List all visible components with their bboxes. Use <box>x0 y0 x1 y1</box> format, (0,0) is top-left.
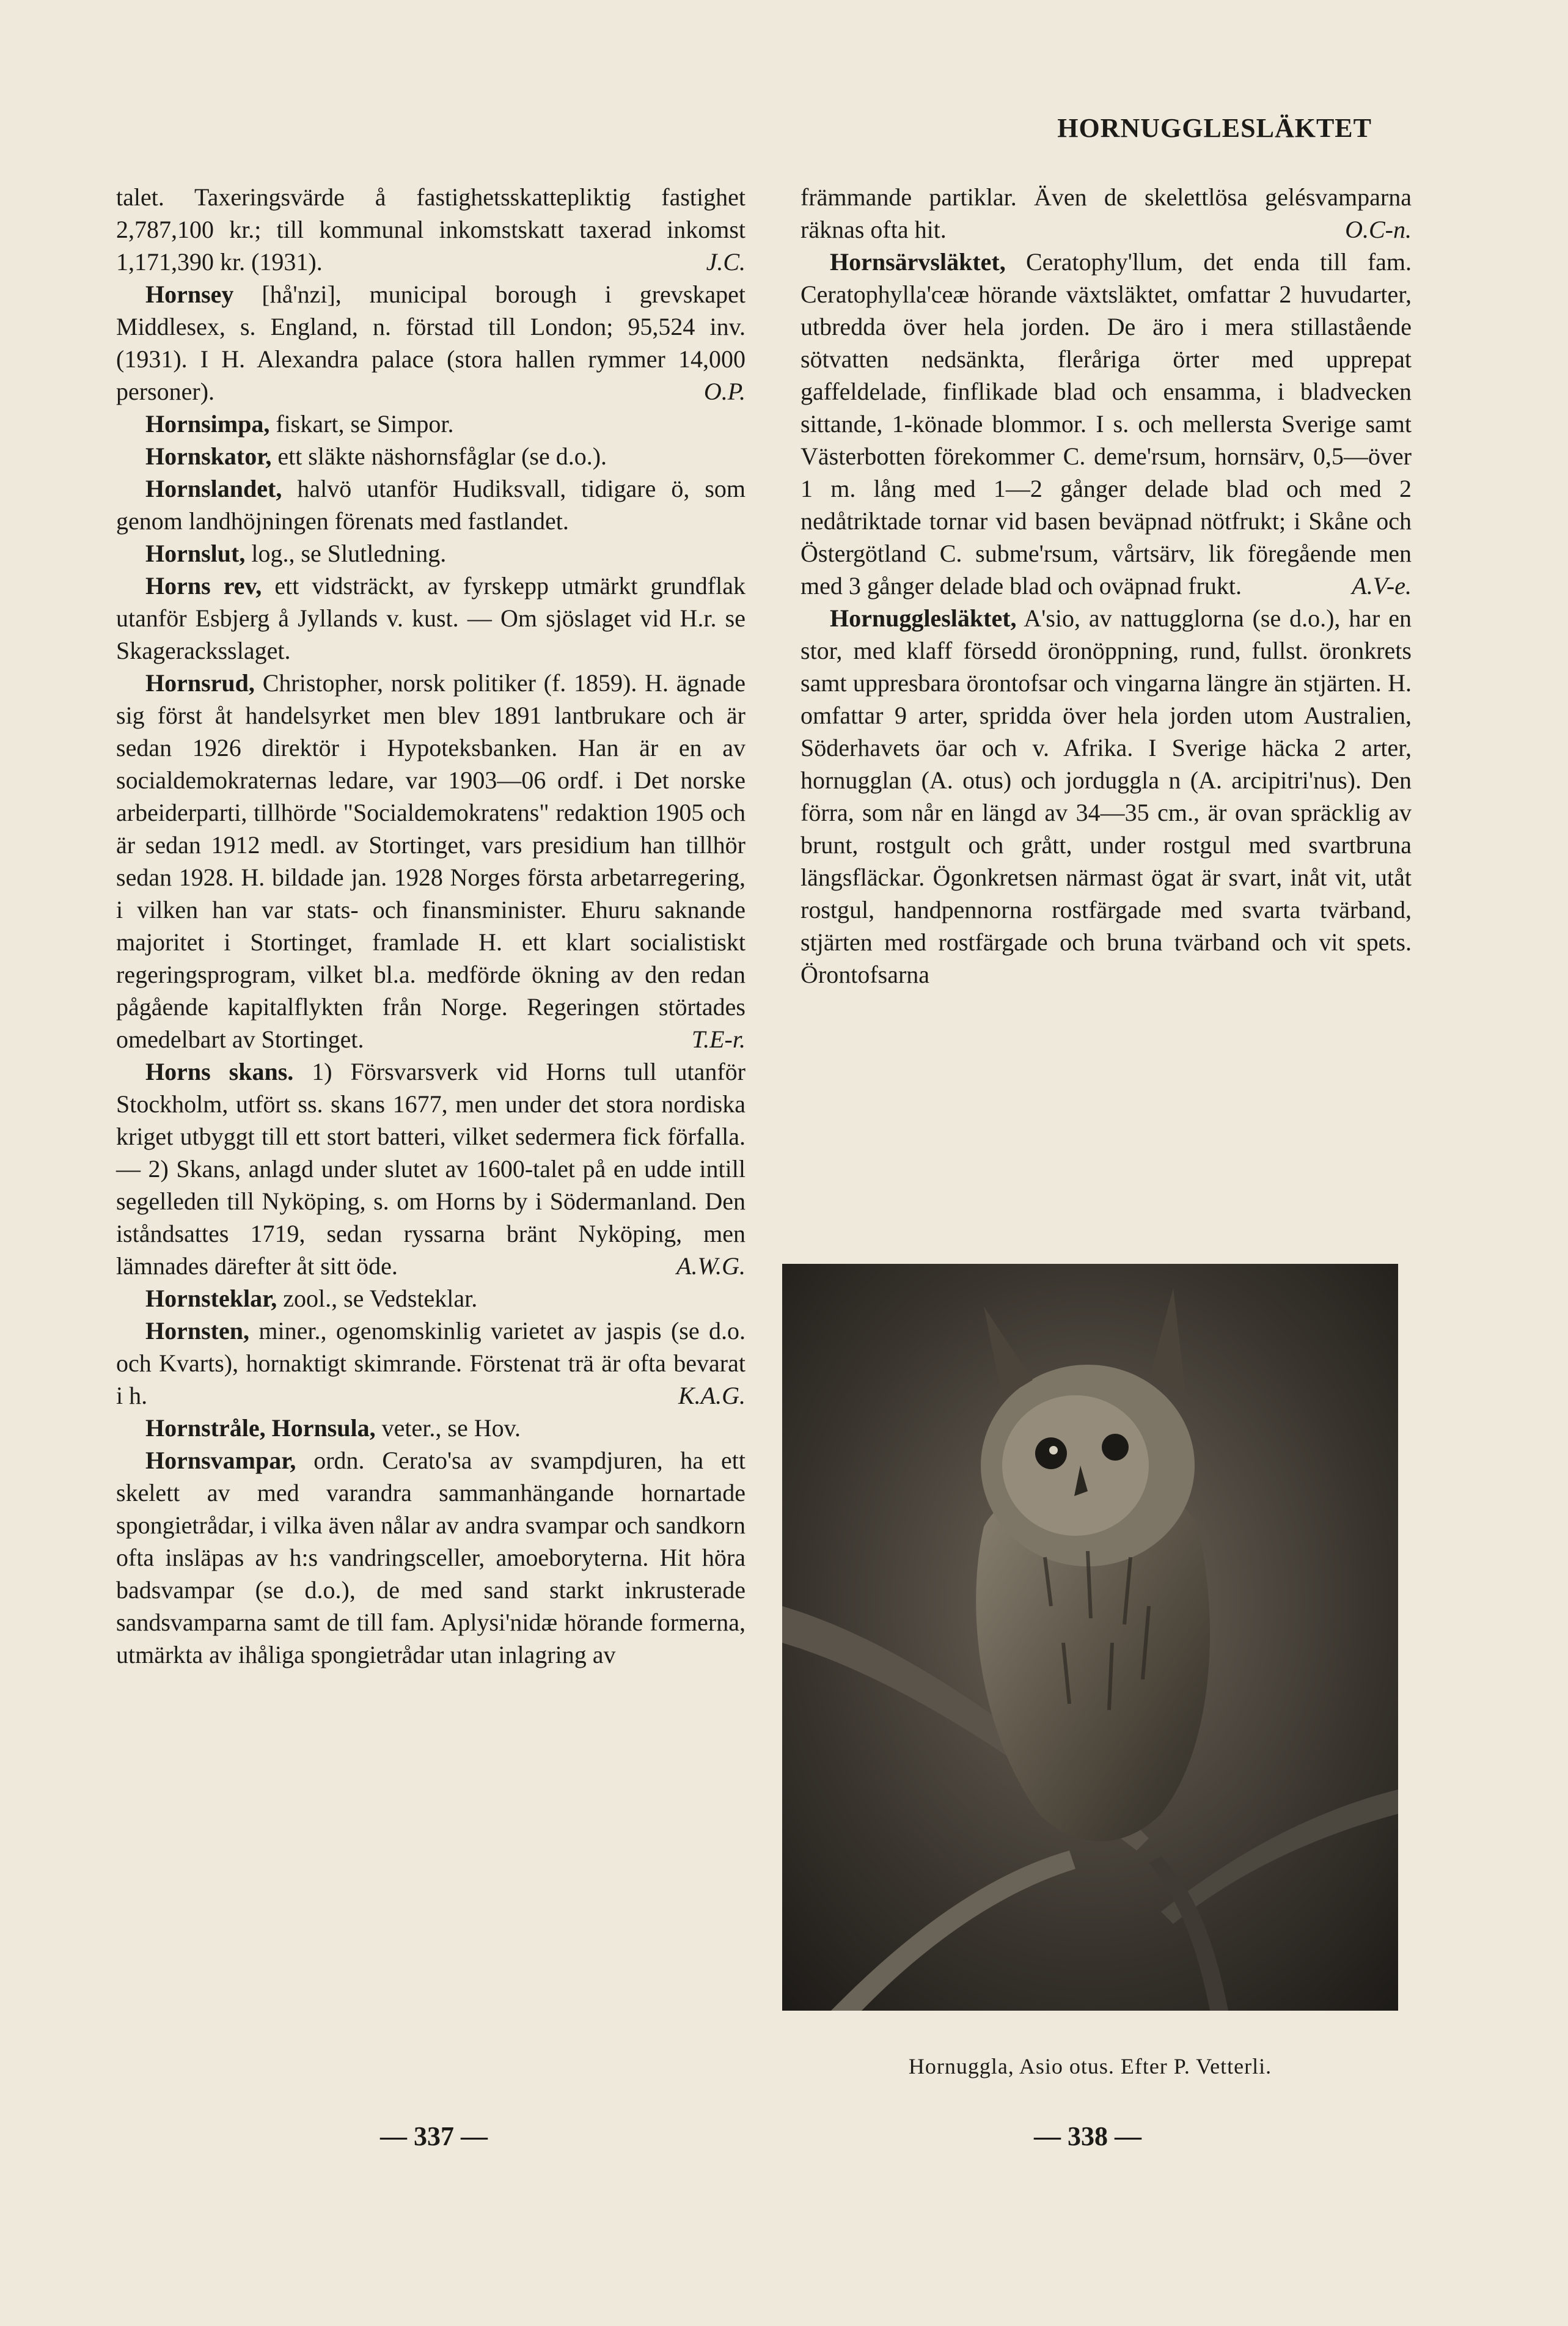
right-column <box>800 181 1412 1257</box>
dictionary-entry <box>116 667 746 1055</box>
entry-headword: Hornstråle, Hornsula, <box>145 1414 376 1442</box>
entry-text: zool., se Vedsteklar. <box>283 1285 478 1312</box>
entry-headword: Horns rev, <box>145 572 262 600</box>
entry-headword: Hornslandet, <box>145 475 282 502</box>
dictionary-entry <box>116 1282 746 1315</box>
page-number-left: — 337 — <box>380 2121 488 2151</box>
entry-headword: Hornsvampar, <box>145 1447 296 1474</box>
dictionary-entry <box>116 408 746 440</box>
entry-text: Christopher, norsk politiker (f. 1859). H. ägnade sig först åt handelsyrket men blev 1891 lantbrukare och är sedan 1926 direktör i Hypoteksbanken. Han är en av socialdemokraternas ledare, var 1903—06 ordf. i Det norske arbeiderparti, tillhörde "Socialdemokratens" redaktion 1905 och är sedan 1912 medl. av Stortinget, vars presidium han tillhör sedan 1928. H. bildade jan. 1928 Norges första arbetarregering, i vilken han var stats- och finansminister. Ehuru saknande majoritet i Stortinget, framlade H. ett klart socialistiskt regeringsprogram, vilket bl.a. medförde ökning av den redan pågående kapitalflykten från Norge. Regeringen störtades omedelbart av Stortinget. <box>116 669 746 1053</box>
entry-headword: Horns skans. <box>145 1058 294 1085</box>
entry-headword: Hornsten, <box>145 1317 249 1345</box>
dictionary-entry <box>116 1444 746 1671</box>
entry-text: ordn. Cerato'sa av svampdjuren, ha ett skelett av med varandra sammanhängande hornartade spongietrådar, i vilka även nålar av andra svampar och sandkorn ofta insläpas av h:s vandringsceller, amoeboryterna. Hit höra badsvampar (se d.o.), de med sand starkt inkrusterade sandsvamparna samt de till fam. Aplysi'nidæ hörande formerna, utmärkta av ihåliga spongietrådar utan inlagring av <box>116 1447 746 1668</box>
entry-headword: Hornslut, <box>145 540 246 567</box>
running-head: HORNUGGLESLÄKTET <box>1057 113 1372 143</box>
entry-signature: A.V-e. <box>1352 572 1412 600</box>
entry-text: ett vidsträckt, av fyrskepp utmärkt grundflak utanför Esbjerg å Jyllands v. kust. — Om sjöslaget vid H.r. se Skageracksslaget. <box>116 572 746 664</box>
entry-text: främmande partiklar. Även de skelettlösa gelésvamparna räknas ofta hit. <box>800 183 1412 243</box>
entry-signature: T.E-r. <box>691 1025 746 1053</box>
dictionary-entry <box>116 472 746 537</box>
photo-caption: Hornuggla, Asio otus. Efter P. Vetterli. <box>908 2054 1272 2078</box>
entry-signature: A.W.G. <box>676 1252 746 1280</box>
entry-headword: Hornsärvsläktet, <box>830 248 1006 276</box>
owl-image <box>782 1264 1398 2011</box>
entry-signature: O.P. <box>703 378 746 405</box>
entry-text: [hå'nzi], municipal borough i grevskapet Middlesex, s. England, n. förstad till London; 95,524 inv. (1931). I H. Alexandra palace (stora hallen rymmer 14,000 personer). <box>116 281 746 405</box>
dictionary-entry <box>116 1055 746 1282</box>
entry-text: talet. Taxeringsvärde å fastighetsskattepliktig fastighet 2,787,100 kr.; till kommunal inkomstskatt taxerad inkomst 1,171,390 kr. (1931). <box>116 183 746 276</box>
entry-text: 1) Försvarsverk vid Horns tull utanför Stockholm, utfört ss. skans 1677, men under det stora nordiska kriget utbyggt till ett stort batteri, vilket sedermera fick förfalla. — 2) Skans, anlagd under slutet av 1600-talet på en udde intill segelleden till Nyköping, s. om Horns by i Södermanland. Den iståndsattes 1719, sedan ryssarna bränt Nyköping, men lämnades därefter åt sitt öde. <box>116 1058 746 1280</box>
dictionary-entry <box>116 537 746 570</box>
entry-signature: K.A.G. <box>678 1382 746 1409</box>
dictionary-entry <box>116 1315 746 1412</box>
entry-text: halvö utanför Hudiksvall, tidigare ö, som genom landhöjningen förenats med fastlandet. <box>116 475 746 535</box>
entry-headword: Hornsimpa, <box>145 410 270 438</box>
dictionary-entry <box>800 181 1412 246</box>
owl-photograph <box>782 1264 1398 2011</box>
dictionary-entry <box>116 1412 746 1444</box>
entry-text: fiskart, se Simpor. <box>276 410 454 438</box>
dictionary-entry <box>116 440 746 472</box>
entry-headword: Hornsrud, <box>145 669 255 697</box>
entry-text: Ceratophy'llum, det enda till fam. Ceratophylla'ceæ hörande växtsläktet, omfattar 2 huvudarter, utbredda över hela jorden. De äro i mera stillastående sötvatten nedsänkta, fleråriga örter med upprepat gaffeldelade, finflikade blad och ensamma, i bladvecken sittande, 1-könade blommor. I s. och mellersta Sverige samt Västerbotten förekommer C. deme'rsum, hornsärv, 0,5—över 1 m. lång med 1—2 gånger delade blad och med 2 nedåtriktade tornar vid basen beväpnad nötfrukt; i Skåne och Östergötland C. subme'rsum, vårtsärv, lik föregående men med 3 gånger delade blad och oväpnad frukt. <box>800 248 1412 600</box>
entry-headword: Hornskator, <box>145 442 272 470</box>
dictionary-entry <box>116 278 746 408</box>
page-number-right: — 338 — <box>1034 2121 1141 2151</box>
entry-text: veter., se Hov. <box>381 1414 521 1442</box>
left-column <box>116 181 746 2106</box>
entry-headword: Hornsey <box>145 281 234 308</box>
dictionary-entry <box>800 602 1412 991</box>
entry-signature: J.C. <box>706 248 746 276</box>
entry-headword: Hornsteklar, <box>145 1285 277 1312</box>
entry-signature: O.C-n. <box>1345 216 1412 243</box>
entry-text: log., se Slutledning. <box>251 540 447 567</box>
entry-headword: Hornugglesläktet, <box>830 604 1017 632</box>
entry-text: A'sio, av nattugglorna (se d.o.), har en stor, med klaff försedd öronöppning, rund, fullst. öronkrets samt uppresbara örontofsar och vingarna längre än stjärten. H. omfattar 9 arter, spridda över hela jorden utom Australien, Söderhavets öar och v. Afrika. I Sverige häcka 2 arter, hornugglan (A. otus) och jorduggla n (A. arcipitri'nus). Den förra, som når en längd av 34—35 cm., är ovan spräcklig av brunt, rostgult och grått, under rostgul med svartbruna längsfläckar. Ögonkretsen närmast ögat är svart, inåt vit, utåt rostgul, handpennorna rostfärgade med svarta tvärband, stjärten med rostfärgade och bruna tvärband och vit spets. Örontofsarna <box>800 604 1412 988</box>
entry-text: ett släkte näshornsfåglar (se d.o.). <box>277 442 607 470</box>
dictionary-entry <box>116 570 746 667</box>
dictionary-entry <box>800 246 1412 602</box>
dictionary-entry <box>116 181 746 278</box>
entry-text: miner., ogenomskinlig varietet av jaspis (se d.o. och Kvarts), hornaktigt skimrande. Förstenat trä är ofta bevarat i h. <box>116 1317 746 1409</box>
